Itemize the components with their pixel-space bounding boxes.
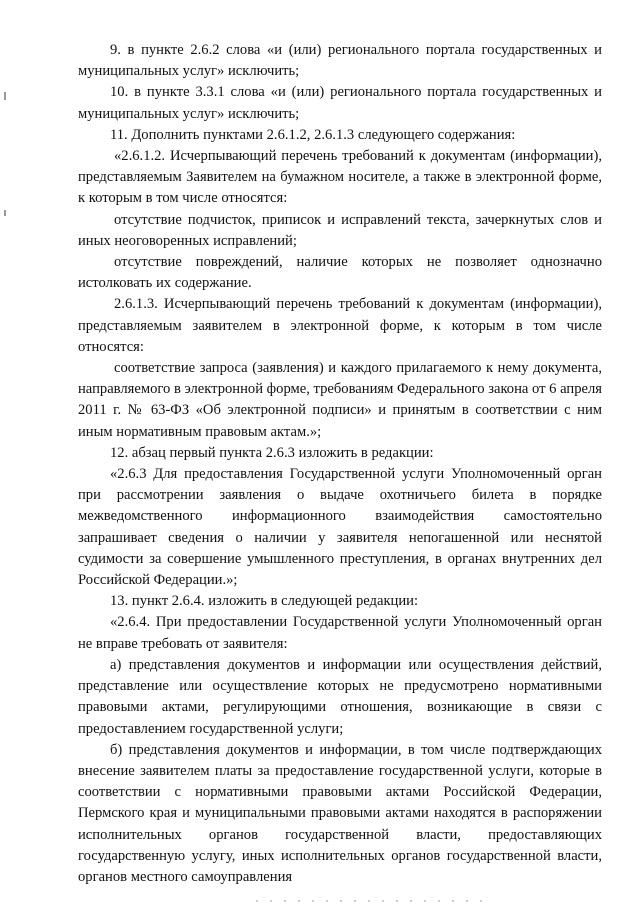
scan-artifact-dots: [250, 899, 490, 903]
paragraph-item-9: 9. в пункте 2.6.2 слова «и (или) регионального портала государственных и муниципальных услуг» исключить;: [78, 42, 602, 80]
paragraph-item-12: 12. абзац первый пункта 2.6.3 изложить в редакции:: [110, 444, 434, 461]
paragraph-subitem-a: а) представления документов и информации или осуществления действий, представление или осуществление которых не предусмотрено нормативными правовыми актами, регулирующими отношения, возникающие в связи с предоставлением государственной услуги;: [78, 656, 602, 737]
paragraph-2-6-3: «2.6.3 Для предоставления Государственной услуги Уполномоченный орган при рассмотрении заявления о выдаче охотничьего билета в порядке межведомственного информационного взаимодействия самостоятельно запрашивает сведения о наличии у заявителя непогашенной или неснятой судимости за совершение умышленного преступления, в органах внутренних дел Российской Федерации.»;: [78, 466, 602, 589]
paragraph-2-6-1-3: 2.6.1.3. Исчерпывающий перечень требований к документам (информации), представляемым заявителем в электронной форме, к которым в том числе относятся:: [78, 296, 602, 355]
paragraph-no-erasures: отсутствие подчисток, приписок и исправлений текста, зачеркнутых слов и иных неоговоренных исправлений;: [78, 211, 602, 249]
scan-margin-mark: [4, 210, 6, 216]
paragraph-compliance: соответствие запроса (заявления) и каждого прилагаемого к нему документа, направляемого в электронной форме, требованиям Федерального закона от 6 апреля 2011 г. № 63-ФЗ «Об электронной подписи» и принятым в соответствии с ним иным нормативным правовым актам.»;: [78, 360, 602, 440]
paragraph-item-13: 13. пункт 2.6.4. изложить в следующей редакции:: [110, 593, 419, 610]
document-body: [78, 40, 602, 888]
paragraph-subitem-b: б) представления документов и информации, в том числе подтверждающих внесение заявителем платы за предоставление государственной услуги, которые в соответствии с нормативными правовыми актами Российской Федерации, Пермского края и муниципальными правовыми актами находятся в распоряжении исполнительных органов государственной власти, предоставляющих государственную услугу, иных исполнительных органов государственной власти, органов местного самоуправления: [78, 741, 602, 885]
paragraph-item-10: 10. в пункте 3.3.1 слова «и (или) регионального портала государственных и муниципальных услуг» исключить;: [78, 84, 602, 122]
scan-margin-mark: [4, 92, 6, 100]
paragraph-no-damage: отсутствие повреждений, наличие которых не позволяет однозначно истолковать их содержание.: [78, 254, 602, 292]
paragraph-2-6-4: «2.6.4. При предоставлении Государственной услуги Уполномоченный орган не вправе требовать от заявителя:: [78, 614, 602, 652]
paragraph-2-6-1-2: «2.6.1.2. Исчерпывающий перечень требований к документам (информации), представляемым Заявителем на бумажном носителе, а также в электронной форме, к которым в том числе относятся:: [78, 148, 602, 207]
paragraph-item-11: 11. Дополнить пунктами 2.6.1.2, 2.6.1.3 следующего содержания:: [110, 126, 516, 143]
